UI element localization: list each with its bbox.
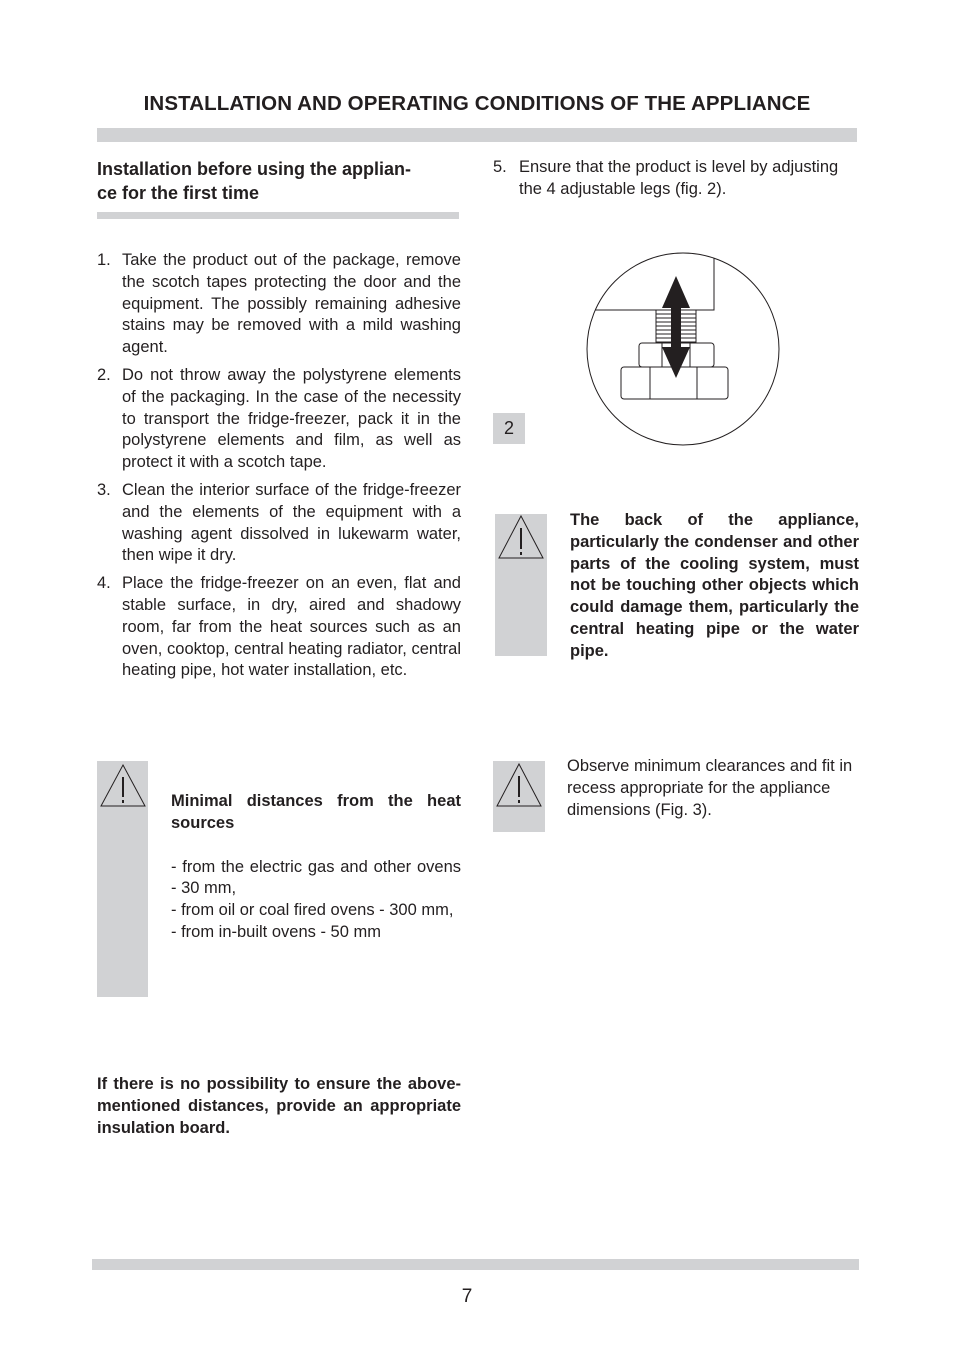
figure-label: 2 bbox=[493, 413, 525, 444]
clearance-note: Observe minimum clearances and fit in recess appropriate for the appliance dimensions (Fig. 3). bbox=[567, 757, 853, 819]
section-heading-line2: ce for the first time bbox=[97, 183, 260, 203]
step-number: 4. bbox=[97, 574, 111, 593]
title-divider bbox=[97, 128, 857, 142]
distances-title: Minimal distances from the heat sources bbox=[171, 792, 461, 832]
step-text: Ensure that the product is level by adjusting the 4 adjustable legs (fig. 2). bbox=[519, 158, 839, 198]
insulation-note: If there is no possibility to ensure the above-mentioned distances, provide an appropriate insulation board. bbox=[97, 1075, 461, 1137]
step-number: 5. bbox=[493, 158, 507, 176]
distance-line: - from the electric gas and other ovens - 30 mm, bbox=[171, 857, 461, 898]
installation-steps bbox=[97, 250, 461, 688]
step-number: 1. bbox=[97, 251, 111, 269]
step-5 bbox=[493, 157, 859, 201]
distances-block bbox=[171, 791, 461, 944]
step-number: 2. bbox=[97, 365, 111, 384]
list-item bbox=[97, 250, 461, 359]
section-heading bbox=[97, 157, 467, 205]
step-text: Take the product out of the package, remove the scotch tapes protecting the door and the equipment. The possibly remaining adhesive stains may be removed with a mild washing agent. bbox=[122, 251, 461, 357]
step-text: Place the fridge-freezer on an even, flat and stable surface, in dry, aired and shadowy room, far from the heat sources such as an oven, cooktop, central heating radiator, central heating pipe, hot water installation, etc. bbox=[122, 574, 461, 680]
step-text: Do not throw away the polystyrene elements of the packaging. In the case of the necessity to transport the fridge-freezer, pack it in the polystyrene elements and film, as well as protect it with a scotch tape. bbox=[122, 365, 461, 472]
step-text: Clean the interior surface of the fridge-freezer and the elements of the equipment with a washing agent dissolved in lukewarm water, then wipe it dry. bbox=[122, 480, 461, 565]
warning-triangle-icon bbox=[495, 761, 543, 809]
warning-sidebar-clearance bbox=[493, 761, 545, 832]
page-number: 7 bbox=[461, 1286, 473, 1307]
warning-sidebar-back bbox=[495, 514, 547, 656]
list-item bbox=[97, 480, 461, 567]
section-heading-line1: Installation before using the applian- bbox=[97, 159, 412, 179]
footer-divider bbox=[92, 1259, 859, 1270]
list-item bbox=[97, 573, 461, 682]
warning-triangle-icon bbox=[497, 514, 545, 562]
section-heading-divider bbox=[97, 212, 459, 219]
page-title: INSTALLATION AND OPERATING CONDITIONS OF THE APPLIANCE bbox=[143, 92, 811, 115]
list-item bbox=[97, 365, 461, 474]
warning-sidebar-distances bbox=[97, 761, 148, 997]
distance-line: - from in-built ovens - 50 mm bbox=[171, 922, 381, 941]
distance-line: - from oil or coal fired ovens - 300 mm, bbox=[171, 901, 454, 920]
warning-triangle-icon bbox=[99, 761, 147, 809]
warning-back-text: The back of the appliance, particularly the condenser and other parts of the cooling system, must not be touching other objects which could damage them, particularly the central heating pipe or the water pipe. bbox=[570, 511, 859, 660]
adjustable-leg-figure bbox=[584, 250, 782, 448]
step-number: 3. bbox=[97, 480, 111, 499]
